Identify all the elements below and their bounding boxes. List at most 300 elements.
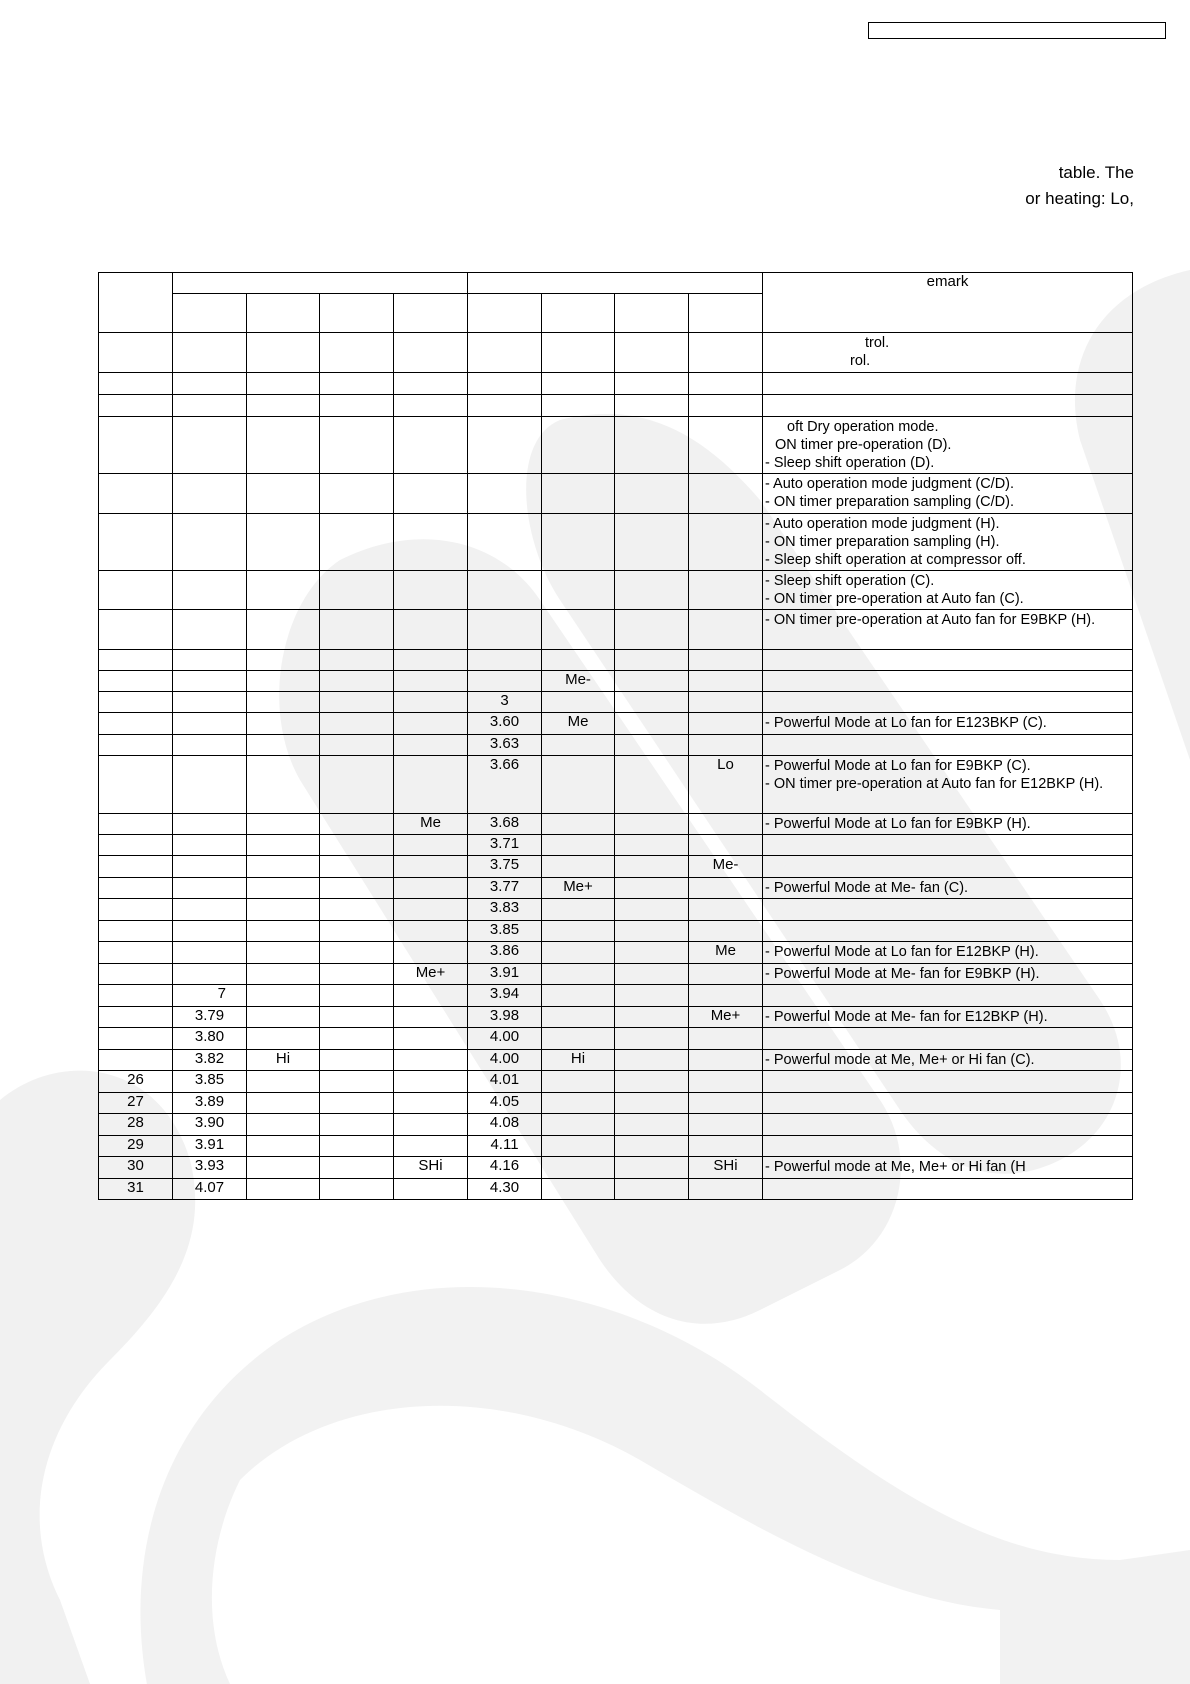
value-cell: SHi: [689, 1157, 763, 1179]
value-cell: [542, 1007, 615, 1028]
value-cell: [173, 964, 247, 985]
remark-line: - ON timer preparation sampling (H).: [765, 534, 1000, 550]
value-cell: [320, 474, 394, 514]
value-cell: [615, 1028, 689, 1050]
table-row: [99, 1114, 1133, 1136]
value-cell: [394, 735, 468, 756]
remark-cell: [763, 899, 1133, 921]
value-cell: [689, 1136, 763, 1157]
value-cell: [615, 333, 689, 373]
value-cell: [247, 373, 320, 395]
value-cell: [247, 735, 320, 756]
table-row: [99, 756, 1133, 814]
value-cell: [320, 692, 394, 713]
value-cell: [247, 1136, 320, 1157]
value-cell: [615, 735, 689, 756]
value-cell: [320, 735, 394, 756]
value-cell: [689, 735, 763, 756]
row-index-cell: [99, 692, 173, 713]
value-cell: [394, 692, 468, 713]
remark-cell: [763, 1136, 1133, 1157]
value-cell: Me+: [542, 878, 615, 899]
value-cell: [394, 756, 468, 814]
value-cell: [468, 671, 542, 692]
value-cell: [394, 474, 468, 514]
value-cell: 3.80: [173, 1028, 247, 1050]
header-cell: [689, 294, 763, 333]
remark-line: - Auto operation mode judgment (C/D).: [765, 476, 1015, 492]
value-cell: [542, 942, 615, 964]
value-cell: [320, 814, 394, 835]
value-cell: [615, 417, 689, 474]
value-cell: [247, 692, 320, 713]
table-row: [99, 942, 1133, 964]
remark-cell: [763, 985, 1133, 1007]
value-cell: [247, 942, 320, 964]
remark-line: - Powerful Mode at Lo fan for E123BKP (C).: [765, 715, 1047, 731]
value-cell: [542, 650, 615, 671]
value-cell: Me-: [542, 671, 615, 692]
value-cell: [394, 899, 468, 921]
remark-cell: [763, 1050, 1133, 1071]
row-index-cell: [99, 814, 173, 835]
value-cell: Me-: [689, 856, 763, 878]
table-row: [99, 835, 1133, 856]
remark-cell: [763, 692, 1133, 713]
value-cell: [247, 474, 320, 514]
value-cell: [173, 417, 247, 474]
value-cell: Me+: [394, 964, 468, 985]
table-row: [99, 692, 1133, 713]
value-cell: [247, 756, 320, 814]
value-cell: [542, 985, 615, 1007]
row-index-cell: [99, 610, 173, 650]
value-cell: 4.07: [173, 1179, 247, 1200]
value-cell: 7: [173, 985, 247, 1007]
header-cell: [320, 294, 394, 333]
value-cell: [615, 756, 689, 814]
value-cell: Me: [394, 814, 468, 835]
value-cell: [615, 878, 689, 899]
value-cell: 3.79: [173, 1007, 247, 1028]
value-cell: [247, 985, 320, 1007]
row-index-cell: [99, 650, 173, 671]
row-index-cell: 31: [99, 1179, 173, 1200]
value-cell: [615, 514, 689, 571]
remark-line: - Powerful Mode at Me- fan for E9BKP (H).: [765, 966, 1040, 982]
value-cell: [320, 713, 394, 735]
remark-cell: [763, 942, 1133, 964]
value-cell: [542, 756, 615, 814]
value-cell: [615, 835, 689, 856]
value-cell: [468, 395, 542, 417]
remark-line: - Auto operation mode judgment (H).: [765, 516, 1000, 532]
table-row: [99, 1050, 1133, 1071]
value-cell: [394, 395, 468, 417]
value-cell: [689, 474, 763, 514]
value-cell: [615, 571, 689, 610]
remark-line: - Powerful Mode at Lo fan for E9BKP (H).: [765, 816, 1031, 832]
remark-cell: [763, 814, 1133, 835]
value-cell: [173, 713, 247, 735]
value-cell: Me+: [689, 1007, 763, 1028]
value-cell: [247, 713, 320, 735]
value-cell: [615, 814, 689, 835]
value-cell: [247, 571, 320, 610]
value-cell: [689, 1050, 763, 1071]
value-cell: 4.08: [468, 1114, 542, 1136]
value-cell: [615, 856, 689, 878]
remark-cell: [763, 417, 1133, 474]
value-cell: [320, 964, 394, 985]
value-cell: [689, 899, 763, 921]
table-row: [99, 671, 1133, 692]
value-cell: Me: [542, 713, 615, 735]
header-cell: [99, 273, 173, 333]
row-index-cell: [99, 985, 173, 1007]
value-cell: [173, 395, 247, 417]
value-cell: [542, 1093, 615, 1114]
value-cell: Me: [689, 942, 763, 964]
value-cell: 3.86: [468, 942, 542, 964]
value-cell: [468, 333, 542, 373]
header-box: [868, 22, 1166, 39]
value-cell: [320, 514, 394, 571]
remark-cell: [763, 1179, 1133, 1200]
remark-line: trol.: [865, 335, 890, 351]
value-cell: [615, 650, 689, 671]
value-cell: SHi: [394, 1157, 468, 1179]
value-cell: [394, 856, 468, 878]
value-cell: [173, 899, 247, 921]
value-cell: [320, 1028, 394, 1050]
row-index-cell: [99, 735, 173, 756]
table-row: [99, 1136, 1133, 1157]
intro-line-1: table. The: [1058, 163, 1134, 182]
value-cell: [615, 1007, 689, 1028]
value-cell: [320, 417, 394, 474]
remark-line: - Sleep shift operation at compressor off.: [765, 552, 1026, 568]
value-cell: 3.91: [173, 1136, 247, 1157]
value-cell: [320, 373, 394, 395]
remark-cell: [763, 921, 1133, 942]
value-cell: 3.63: [468, 735, 542, 756]
remark-cell: [763, 474, 1133, 514]
value-cell: [394, 1114, 468, 1136]
value-cell: [320, 1007, 394, 1028]
value-cell: [542, 814, 615, 835]
value-cell: Hi: [247, 1050, 320, 1071]
row-index-cell: 29: [99, 1136, 173, 1157]
value-cell: [320, 756, 394, 814]
row-index-cell: 26: [99, 1071, 173, 1093]
value-cell: [173, 942, 247, 964]
value-cell: [320, 333, 394, 373]
value-cell: [320, 1179, 394, 1200]
value-cell: 3.71: [468, 835, 542, 856]
value-cell: 3.93: [173, 1157, 247, 1179]
header-cell: [173, 294, 247, 333]
remark-cell: [763, 1007, 1133, 1028]
table-row: [99, 417, 1133, 474]
value-cell: [689, 610, 763, 650]
value-cell: 4.00: [468, 1028, 542, 1050]
table-row: [99, 650, 1133, 671]
value-cell: [247, 395, 320, 417]
value-cell: [320, 856, 394, 878]
remark-line: - Powerful Mode at Lo fan for E12BKP (H).: [765, 944, 1039, 960]
value-cell: [689, 921, 763, 942]
row-index-cell: [99, 1007, 173, 1028]
value-cell: [394, 835, 468, 856]
value-cell: [320, 571, 394, 610]
value-cell: [689, 571, 763, 610]
value-cell: [615, 1179, 689, 1200]
remark-cell: [763, 514, 1133, 571]
value-cell: [394, 878, 468, 899]
value-cell: [394, 514, 468, 571]
value-cell: 3.90: [173, 1114, 247, 1136]
intro-line-2: or heating: Lo,: [1025, 189, 1134, 208]
value-cell: [247, 417, 320, 474]
value-cell: [689, 835, 763, 856]
value-cell: [542, 571, 615, 610]
value-cell: [247, 671, 320, 692]
value-cell: [320, 1093, 394, 1114]
value-cell: [615, 899, 689, 921]
value-cell: 3.89: [173, 1093, 247, 1114]
remark-cell: [763, 571, 1133, 610]
remark-cell: [763, 878, 1133, 899]
value-cell: [689, 373, 763, 395]
table-row: [99, 735, 1133, 756]
value-cell: 3.85: [468, 921, 542, 942]
value-cell: [247, 1028, 320, 1050]
value-cell: [615, 671, 689, 692]
table-row: [99, 921, 1133, 942]
row-index-cell: [99, 417, 173, 474]
remark-cell: [763, 373, 1133, 395]
remark-cell: [763, 610, 1133, 650]
header-group-cell: [173, 273, 468, 294]
value-cell: [542, 474, 615, 514]
value-cell: [689, 1028, 763, 1050]
remark-cell: [763, 713, 1133, 735]
value-cell: Lo: [689, 756, 763, 814]
header-group-cell: [468, 273, 763, 294]
value-cell: [542, 964, 615, 985]
value-cell: [542, 1136, 615, 1157]
value-cell: [173, 671, 247, 692]
remark-cell: [763, 1114, 1133, 1136]
row-index-cell: [99, 856, 173, 878]
row-index-cell: [99, 333, 173, 373]
value-cell: [468, 417, 542, 474]
value-cell: [320, 985, 394, 1007]
remark-cell: [763, 735, 1133, 756]
value-cell: [615, 942, 689, 964]
value-cell: [615, 610, 689, 650]
value-cell: [247, 964, 320, 985]
row-index-cell: [99, 1028, 173, 1050]
remark-cell: [763, 756, 1133, 814]
value-cell: [615, 692, 689, 713]
table-row: [99, 814, 1133, 835]
row-index-cell: [99, 1050, 173, 1071]
value-cell: Hi: [542, 1050, 615, 1071]
value-cell: 3.91: [468, 964, 542, 985]
value-cell: [689, 1114, 763, 1136]
value-cell: [247, 1093, 320, 1114]
value-cell: [173, 610, 247, 650]
value-cell: [173, 571, 247, 610]
table-row: [99, 1157, 1133, 1179]
table-row: [99, 395, 1133, 417]
value-cell: 3.85: [173, 1071, 247, 1093]
remark-line: - Sleep shift operation (D).: [765, 455, 935, 471]
value-cell: [689, 514, 763, 571]
value-cell: [689, 395, 763, 417]
value-cell: [320, 1071, 394, 1093]
value-cell: [394, 921, 468, 942]
value-cell: [468, 474, 542, 514]
row-index-cell: 30: [99, 1157, 173, 1179]
value-cell: [320, 921, 394, 942]
value-cell: [394, 1007, 468, 1028]
value-cell: [173, 921, 247, 942]
table-row: [99, 856, 1133, 878]
value-cell: [615, 1157, 689, 1179]
value-cell: [247, 333, 320, 373]
remark-line: - Powerful Mode at Me- fan (C).: [765, 880, 969, 896]
table-row: [99, 1179, 1133, 1200]
table-row: [99, 571, 1133, 610]
value-cell: [394, 1179, 468, 1200]
value-cell: 4.16: [468, 1157, 542, 1179]
row-index-cell: [99, 921, 173, 942]
row-index-cell: [99, 474, 173, 514]
value-cell: 3: [468, 692, 542, 713]
value-cell: [394, 671, 468, 692]
value-cell: [689, 964, 763, 985]
table-row: [99, 899, 1133, 921]
value-cell: [394, 1136, 468, 1157]
value-cell: [320, 1114, 394, 1136]
table-row: [99, 1028, 1133, 1050]
value-cell: [320, 650, 394, 671]
row-index-cell: [99, 964, 173, 985]
remark-line: - Powerful Mode at Me- fan for E12BKP (H).: [765, 1009, 1048, 1025]
value-cell: [394, 1071, 468, 1093]
value-cell: [247, 1157, 320, 1179]
value-cell: [542, 692, 615, 713]
value-cell: [615, 1136, 689, 1157]
value-cell: [542, 417, 615, 474]
value-cell: [542, 1114, 615, 1136]
value-cell: [542, 835, 615, 856]
value-cell: [394, 333, 468, 373]
row-index-cell: [99, 373, 173, 395]
value-cell: [320, 610, 394, 650]
value-cell: [394, 417, 468, 474]
row-index-cell: [99, 713, 173, 735]
value-cell: [542, 1179, 615, 1200]
remark-line: oft Dry operation mode.: [787, 419, 939, 435]
value-cell: [615, 964, 689, 985]
row-index-cell: [99, 571, 173, 610]
remark-cell: [763, 835, 1133, 856]
row-index-cell: [99, 835, 173, 856]
value-cell: [542, 1028, 615, 1050]
remark-cell: [763, 650, 1133, 671]
value-cell: [394, 713, 468, 735]
remark-cell: [763, 1157, 1133, 1179]
value-cell: [689, 650, 763, 671]
remark-line: - ON timer pre-operation at Auto fan for E12BKP (H).: [765, 776, 1104, 792]
value-cell: [394, 985, 468, 1007]
remark-cell: [763, 1093, 1133, 1114]
value-cell: [394, 610, 468, 650]
value-cell: 4.05: [468, 1093, 542, 1114]
value-cell: [615, 395, 689, 417]
table-row: [99, 373, 1133, 395]
row-index-cell: [99, 671, 173, 692]
value-cell: [394, 571, 468, 610]
value-cell: [468, 373, 542, 395]
header-cell: [615, 294, 689, 333]
value-cell: 3.82: [173, 1050, 247, 1071]
value-cell: [247, 899, 320, 921]
value-cell: 4.30: [468, 1179, 542, 1200]
value-cell: [689, 333, 763, 373]
value-cell: [173, 514, 247, 571]
value-cell: [468, 571, 542, 610]
value-cell: [615, 1050, 689, 1071]
value-cell: [320, 395, 394, 417]
remark-line: - Sleep shift operation (C).: [765, 573, 935, 589]
value-cell: [542, 735, 615, 756]
value-cell: 3.77: [468, 878, 542, 899]
value-cell: [173, 735, 247, 756]
remark-line: - Powerful mode at Me, Me+ or Hi fan (C).: [765, 1052, 1035, 1068]
remark-cell: [763, 395, 1133, 417]
value-cell: [542, 1157, 615, 1179]
value-cell: 3.75: [468, 856, 542, 878]
value-cell: [247, 856, 320, 878]
table-row: [99, 474, 1133, 514]
row-index-cell: [99, 514, 173, 571]
table-row: [99, 1071, 1133, 1093]
remark-cell: [763, 333, 1133, 373]
value-cell: [542, 333, 615, 373]
value-cell: [173, 474, 247, 514]
value-cell: [615, 373, 689, 395]
remark-cell: [763, 1028, 1133, 1050]
value-cell: [173, 650, 247, 671]
table-row: [99, 610, 1133, 650]
value-cell: [689, 692, 763, 713]
table-row: [99, 713, 1133, 735]
row-index-cell: [99, 756, 173, 814]
value-cell: [394, 650, 468, 671]
value-cell: [247, 921, 320, 942]
value-cell: [689, 878, 763, 899]
value-cell: [394, 373, 468, 395]
value-cell: [320, 1050, 394, 1071]
remark-cell: [763, 856, 1133, 878]
value-cell: 3.98: [468, 1007, 542, 1028]
value-cell: [320, 671, 394, 692]
